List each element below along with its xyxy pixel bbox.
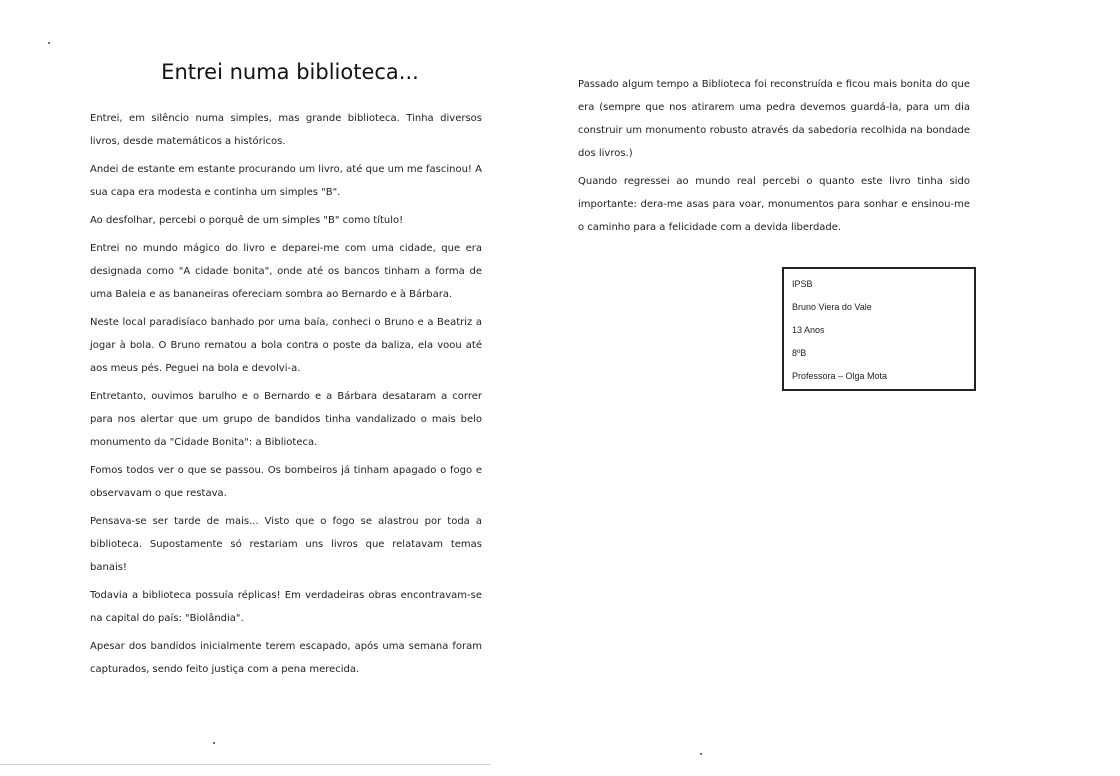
student-age: 13 Anos <box>792 325 825 335</box>
story-body <box>90 107 482 686</box>
teacher-name: Professora – Olga Mota <box>792 371 888 381</box>
student-name: Bruno Viera do Vale <box>792 302 872 312</box>
right-page <box>560 0 1120 776</box>
scan-speck <box>700 753 702 755</box>
story-paragraph: Entrei no mundo mágico do livro e deparei-me com uma cidade, que era designada como "A cidade bonita", onde até os bancos tinham a forma de uma Baleia e as bananeiras ofereciam sombra ao Bernardo e à Bárbara. <box>90 243 482 300</box>
story-paragraph: Passado algum tempo a Biblioteca foi reconstruída e ficou mais bonita do que era (sempre que nos atirarem uma pedra devemos guardá-la, para um dia construir um monumento robusto através da sabedoria recolhida na bondade dos livros.) <box>578 79 970 159</box>
scan-speck <box>213 742 215 744</box>
story-paragraph: Entretanto, ouvimos barulho e o Bernardo e a Bárbara desataram a correr para nos alertar que um grupo de bandidos tinha vandalizado o mais belo monumento da "Cidade Bonita": a Biblioteca. <box>90 391 482 448</box>
story-continuation <box>578 73 970 244</box>
story-paragraph: Entrei, em silêncio numa simples, mas grande biblioteca. Tinha diversos livros, desde matemáticos a históricos. <box>90 113 482 147</box>
story-paragraph: Neste local paradisíaco banhado por uma baía, conheci o Bruno e a Beatriz a jogar à bola. O Bruno rematou a bola contra o poste da baliza, ela voou até aos meus pés. Peguei na bola e devolvi-a. <box>90 317 482 374</box>
page-edge-line <box>0 764 490 765</box>
story-paragraph: Andei de estante em estante procurando um livro, até que um me fascinou! A sua capa era modesta e continha um simples "B". <box>90 164 482 198</box>
story-paragraph: Quando regressei ao mundo real percebi o quanto este livro tinha sido importante: dera-me asas para voar, monumentos para sonhar e ensinou-me o caminho para a felicidade com a devida liberdade. <box>578 176 970 233</box>
story-paragraph: Apesar dos bandidos inicialmente terem escapado, após uma semana foram capturados, sendo feito justiça com a pena merecida. <box>90 641 482 675</box>
student-class: 8ºB <box>792 348 807 358</box>
story-paragraph: Ao desfolhar, percebi o porquê de um simples "B" como título! <box>90 215 404 226</box>
author-info-box <box>782 267 976 391</box>
story-paragraph: Todavia a biblioteca possuía réplicas! Em verdadeiras obras encontravam-se na capital do país: "Biolândia". <box>90 590 482 624</box>
story-paragraph: Fomos todos ver o que se passou. Os bombeiros já tinham apagado o fogo e observavam o que restava. <box>90 465 482 499</box>
story-paragraph: Pensava-se ser tarde de mais... Visto que o fogo se alastrou por toda a biblioteca. Supostamente só restariam uns livros que relatavam temas banais! <box>90 516 482 573</box>
story-title: Entrei numa biblioteca... <box>161 60 419 84</box>
school-name: IPSB <box>792 279 813 289</box>
scan-speck <box>48 42 50 44</box>
